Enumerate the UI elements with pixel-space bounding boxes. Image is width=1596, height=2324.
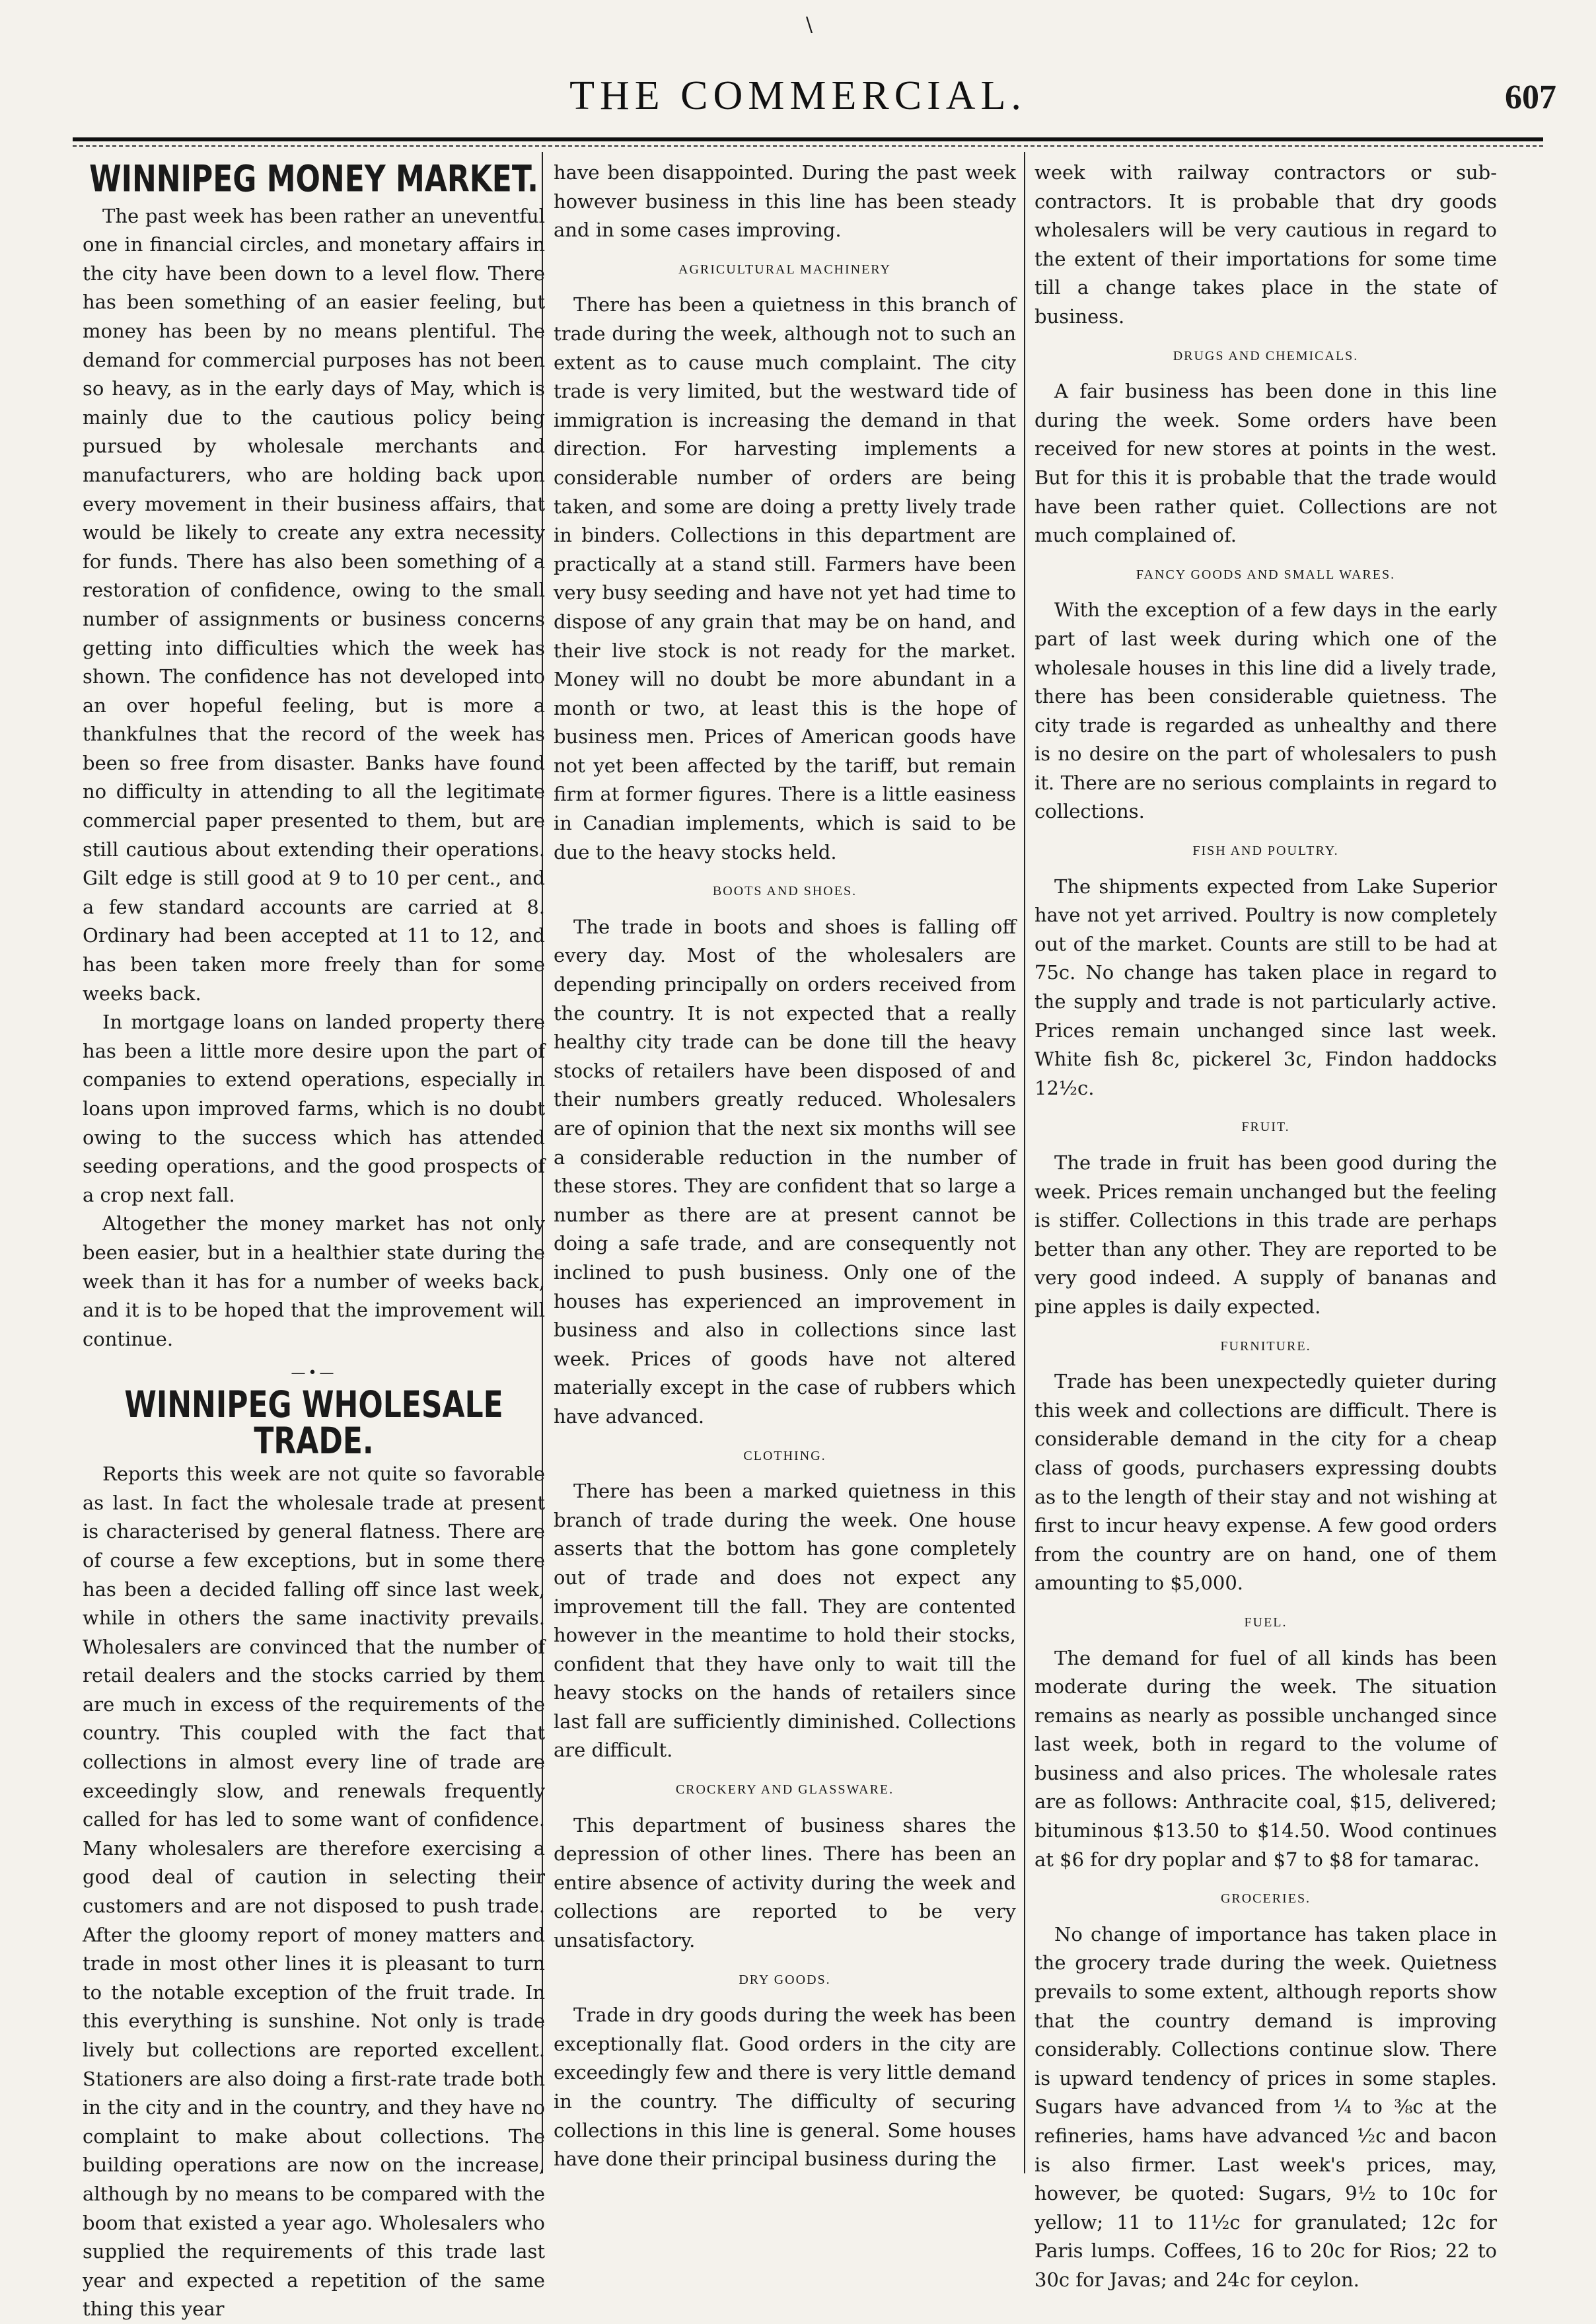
paragraph: No change of importance has taken place in the grocery trade during the week. Quietness prevails to some extent, although reports show that the country demand is improving considerably. Collections continue slow. There is upward tendency of prices in some staples. Sugars have advanced from ¼ to ⅜c at the refineries, hams have advanced ½c and bacon is also firmer. Last week's prices, may, however, be quoted: Sugars, 9½ to 10c for yellow; 11 to 11½c for granulated; 12c for Paris lumps. Coffees, 16 to 20c for Rios; 22 to 30c for Javas; and 24c for ceylon. <box>1034 1922 1497 2291</box>
paragraph: With the exception of a few days in the early part of last week during which one of the wholesale houses in this line did a lively trade, there has been considerable quietness. The city trade is regarded as unhealthy and there is no desire on the part of wholesalers to push it. There are no serious complaints in regard to collections. <box>1034 599 1497 823</box>
column-3 <box>1034 159 1497 2295</box>
header-rule <box>73 137 1543 141</box>
paragraph: Trade has been unexpectedly quieter during this week and collections are difficult. There is considerable demand in the city for a cheap class of goods, purchasers expressing doubts as to the length of their stay and not wishing at first to incur heavy expense. A few good orders from the country are on hand, one of them amounting to $5,000. <box>1034 1370 1497 1595</box>
paragraph: There has been a quietness in this branch of trade during the week, although not to such an extent as to cause much complaint. The city trade is very limited, but the westward tide of immigration is increasing the demand in that direction. For harvesting implements a considerable number of orders are being taken, and some are doing a pretty lively trade in binders. Collections in this department are practically at a stand still. Farmers have been very busy seeding and have not yet had time to dispose of any grain that may be on hand, and their live stock is not ready for the market. Money will no doubt be more abundant in a month or two, at least this is the hope of business men. Prices of American goods have not yet been affected by the tariff, but remain firm at former figures. There is a little easiness in Canadian implements, which is said to be due to the heavy stocks held. <box>554 293 1016 863</box>
section-heading: FRUIT. <box>1241 1120 1290 1135</box>
paragraph: There has been a marked quietness in this branch of trade during the week. One house asserts that the bottom has gone completely out of trade and does not expect any improvement till the fall. They are contented however in the meantime to hold their stocks, confident that they have only to wait till the heavy stocks on the hands of retailers since last fall are sufficiently diminished. Collections are difficult. <box>554 1480 1016 1762</box>
paragraph: The shipments expected from Lake Superior have not yet arrived. Poultry is now completely out of the market. Counts are still to be had at 75c. No change has taken place in regard to the supply and trade is not particularly active. Prices remain unchanged since last week. White fish 8c, pickerel 3c, Findon haddocks 12½c. <box>1034 875 1497 1099</box>
paragraph: A fair business has been done in this line during the week. Some orders have been received for new stores at points in the west. But for this it is probable that the trade would have been rather quiet. Collections are not much complained of. <box>1034 380 1497 547</box>
section-heading: GROCERIES. <box>1220 1891 1311 1906</box>
page-number: 607 <box>1505 79 1556 116</box>
section-heading: AGRICULTURAL MACHINERY <box>678 262 891 277</box>
section-heading: CLOTHING. <box>743 1448 826 1463</box>
paragraph: Reports this week are not quite so favorable as last. In fact the wholesale trade at present is characterised by general flatness. There are of course a few exceptions, but in some there has been a decided falling off since last week, while in others the same inactivity prevails. Wholesalers are convinced that the number of retail dealers and the stocks carried by them are much in excess of the requirements of the country. This coupled with the fact that collections in almost every line of trade are exceedingly slow, and renewals frequently called for has led to some want of confidence. Many wholesalers are therefore exercising a good deal of caution in selecting their customers and are not disposed to push trade. After the gloomy report of money matters and trade in most other lines it is pleasant to turn to the notable exception of the fruit trade. In this everything is sunshine. Not only is trade lively but collections are reported excellent. Stationers are also doing a first-rate trade both in the city and in the country, and they have no complaint to make about collections. The building operations are now on the increase, although by no means to be compared with the boom that existed a year ago. Wholesalers who supplied the requirements of this trade last year and expected a repetition of the same thing this year <box>83 1463 545 2321</box>
paragraph: Altogether the money market has not only been easier, but in a healthier state during the week than it has for a number of weeks back, and it is to be hoped that the improvement will continue. <box>83 1212 545 1350</box>
paragraph: week with railway contractors or sub-contractors. It is probable that dry goods wholesalers will be very cautious in regard to the extent of their importations for some time till a change takes place in the state of business. <box>1034 161 1497 328</box>
paragraph: The past week has been rather an uneventful one in financial circles, and monetary affairs in the city have been down to a level flow. There has been something of an easier feeling, but money has been by no means plentiful. The demand for commercial purposes has not been so heavy, as in the early days of May, which is mainly due to the cautious policy being pursued by wholesale merchants and manufacturers, who are holding back upon every movement in their business affairs, that would be likely to create any extra necessity for funds. There has also been something of a restoration of confidence, owing to the small number of assignments or business concerns getting into difficulties which the week has shown. The confidence has not developed into an over hopeful feeling, but is more a thankfulnes that the record of the week has been so free from disaster. Banks have found no difficulty in attending to all the legitimate commercial paper presented to them, but are still cautious about extending their operations. Gilt edge is still good at 9 to 10 per cent., and a few standard accounts are carried at 8. Ordinary had been accepted at 11 to 12, and has been taken more freely than for some weeks back. <box>83 204 545 1005</box>
paragraph: Trade in dry goods during the week has been exceptionally flat. Good orders in the city are exceedingly few and there is very little demand in the country. The difficulty of securing collections in this line is general. Some houses have done their principal business during the <box>554 2004 1016 2171</box>
paragraph: In mortgage loans on landed property there has been a little more desire upon the part of companies to extend operations, especially in loans upon improved farms, which is no doubt owing to the success which has attended seeding operations, and the good prospects of a crop next fall. <box>83 1011 545 1206</box>
section-heading: FURNITURE. <box>1220 1338 1311 1354</box>
column-divider-2 <box>1024 152 1025 2173</box>
header-rule-dashed <box>73 145 1543 147</box>
stray-mark: \ <box>806 13 813 36</box>
article-headline-wholesale: WINNIPEG WHOLESALE TRADE. <box>124 1384 503 1463</box>
article-headline-money: WINNIPEG MONEY MARKET. <box>89 158 538 201</box>
paragraph: The trade in fruit has been good during the week. Prices remain unchanged but the feeling is stiffer. Collections in this trade are perhaps better than any other. They are reported to be very good indeed. A supply of bananas and pine apples is daily expected. <box>1034 1151 1497 1318</box>
section-divider: —•— <box>291 1365 337 1382</box>
section-heading: CROCKERY AND GLASSWARE. <box>675 1782 894 1797</box>
paragraph: have been disappointed. During the past week however business in this line has been steady and in some cases improving. <box>554 161 1016 242</box>
paragraph: The demand for fuel of all kinds has been moderate during the week. The situation remains as nearly as possible unchanged since last week, both in regard to the volume of business and also prices. The wholesale rates are as follows: Anthracite coal, $15, delivered; bituminous $13.50 to $14.50. Wood continues at $6 for dry poplar and $7 to $8 for tamarac. <box>1034 1646 1497 1871</box>
section-heading: BOOTS AND SHOES. <box>712 884 857 899</box>
section-heading: DRUGS AND CHEMICALS. <box>1173 348 1359 363</box>
paragraph: This department of business shares the depression of other lines. There has been an entire absence of activity during the week and collections are reported to be very unsatisfactory. <box>554 1813 1016 1952</box>
section-heading: FANCY GOODS AND SMALL WARES. <box>1136 567 1396 582</box>
section-heading: FISH AND POULTRY. <box>1192 844 1339 859</box>
masthead: THE COMMERCIAL. <box>569 73 1027 118</box>
paragraph: The trade in boots and shoes is falling off every day. Most of the wholesalers are depending principally on orders received from the country. It is not expected that a really healthy city trade can be done till the heavy stocks of retailers have been disposed of and their numbers greatly reduced. Wholesalers are of opinion that the next six months will see a considerable reduction in the number of these stores. They are confident that so large a number as there are at present cannot be doing a safe trade, and are consequently not inclined to push business. Only one of the houses has experienced an improvement in business and also in collections since last week. Prices of goods have not altered materially except in the case of rubbers which have advanced. <box>554 915 1016 1428</box>
column-2 <box>554 159 1016 2174</box>
section-heading: DRY GOODS. <box>739 1972 831 1987</box>
column-1 <box>83 159 545 2324</box>
section-heading: FUEL. <box>1244 1615 1288 1630</box>
